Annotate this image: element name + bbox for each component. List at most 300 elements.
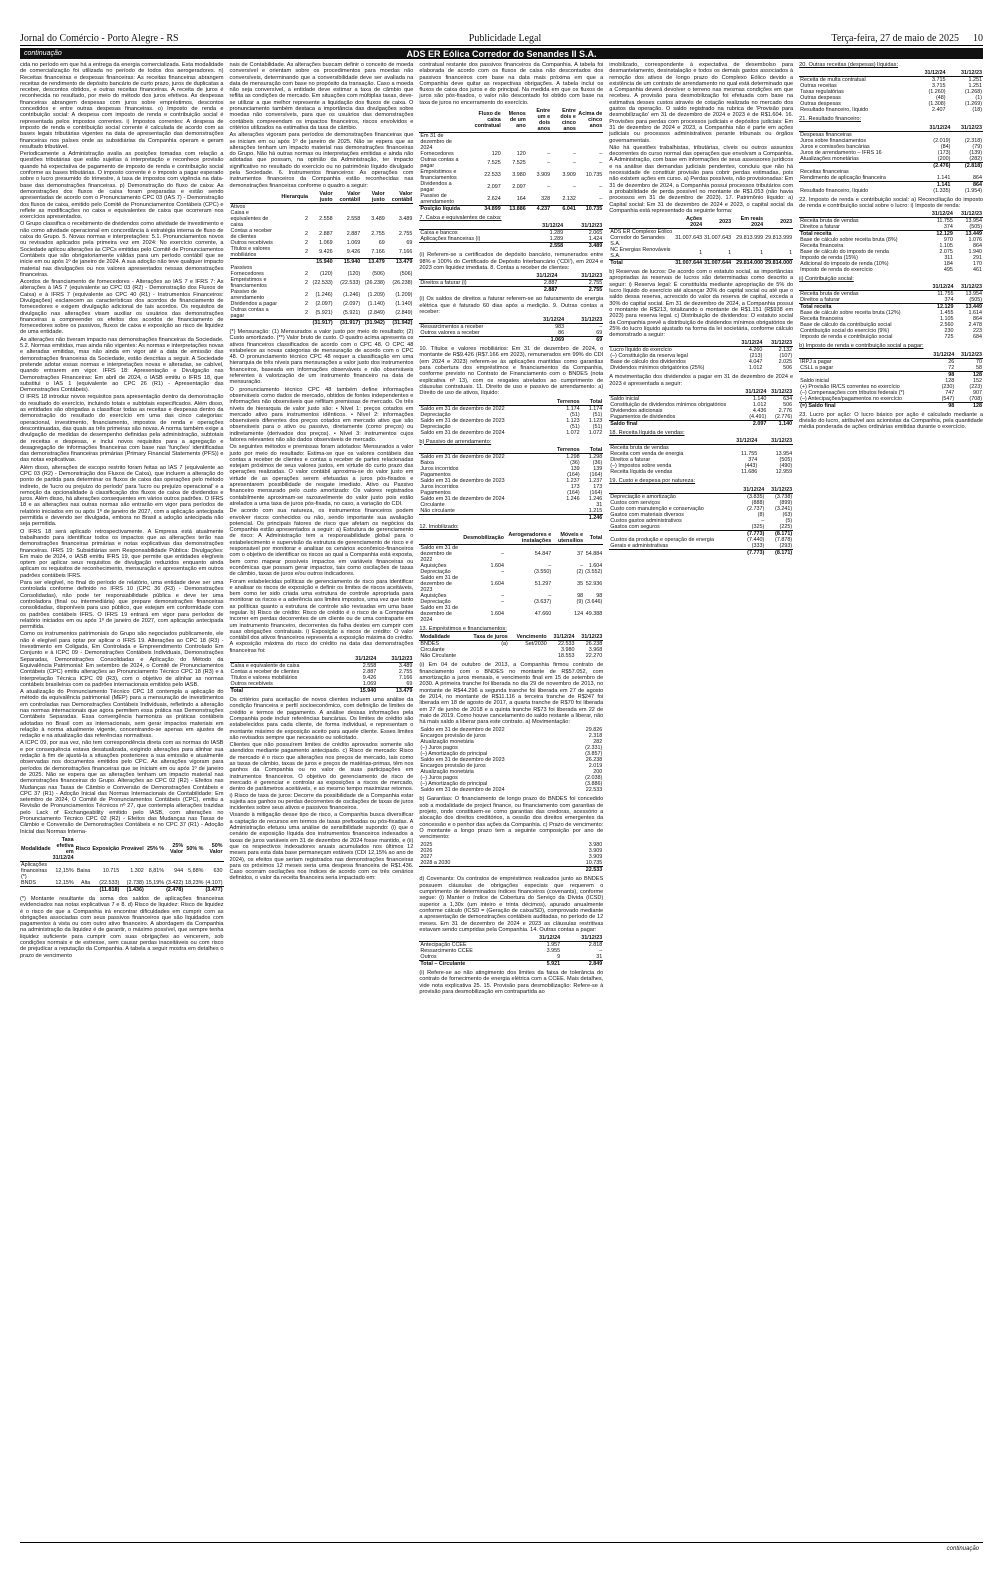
table-cell: 22.533 xyxy=(484,172,501,179)
table-cell: 120 xyxy=(491,151,501,158)
table-cell: 2 xyxy=(305,291,309,298)
table-cell: (31.942) xyxy=(361,319,386,326)
table-cell: 29.813.999 xyxy=(765,235,793,242)
table-cell: (8.171) xyxy=(765,530,793,537)
table-cell: (–) Amortização do principal xyxy=(420,781,488,788)
table-cell: 12,15% xyxy=(55,867,74,874)
table-cell: 4.260 xyxy=(748,347,763,354)
table-cell: 983 xyxy=(555,324,565,331)
table-cell: Gerais e administrativas xyxy=(610,542,669,549)
table-row xyxy=(799,188,983,194)
table-cell: 1.069 xyxy=(346,239,361,246)
table-cell: 9.426 xyxy=(319,248,333,255)
column-header xyxy=(230,191,281,204)
table-cell: Outras contas a pagar xyxy=(420,157,459,170)
table-cell: Aplicações financeiras (*) xyxy=(21,861,48,880)
table-row xyxy=(419,653,603,659)
table-cell: 3.909 xyxy=(588,848,603,855)
table-cell: (a) xyxy=(501,641,508,648)
loans-table xyxy=(419,634,603,659)
table-cell: (225) xyxy=(779,523,793,530)
table-cell: 1.302 xyxy=(130,867,144,874)
other-receivables-table xyxy=(419,317,603,343)
table-cell: 7.166 xyxy=(371,248,385,255)
table-cell: – xyxy=(599,324,603,331)
table-cell: – xyxy=(572,160,576,167)
table-cell: – xyxy=(547,184,551,191)
credit-exposure-table xyxy=(230,656,414,694)
paragraph: Clientes que não possuírem limites de crédito aprovados somente são atendidos mediante pagamento antecipado. c) Risco de mercado: Risco de mercado é o risco que alterações nos preços de mercado, tais como as taxas de câmbio, taxas de juros e preços de matérias-primas, têm nos ganhos da Companhia ou no valor de suas participações em instrumentos financeiros. O objetivo do gerenciamento de risco de mercado é gerenciar e controlar as exposições a riscos de mercado, dentro de parâmetros aceitáveis, e ao mesmo tempo maximizar retornos. i) Risco de taxa de juros: Decorre da possibilidade de a Companhia estar sujeita aos ganhos ou perdas decorrentes de oscilações de taxas de juros incidentes sobre seus ativos e passivos financeiros. xyxy=(229,742,414,812)
newspaper-name: Jornal do Comércio - Porto Alegre - RS xyxy=(20,33,179,44)
table-cell: 374 xyxy=(748,457,758,464)
table-row xyxy=(419,157,603,169)
table-cell: 2 xyxy=(305,248,309,255)
table-cell: 29.814.000 xyxy=(765,260,793,267)
table-cell: Total receita xyxy=(799,231,925,238)
table-cell: 184 xyxy=(943,261,953,268)
section-heading: ii) Contribuição social: xyxy=(799,276,854,283)
table-cell: (22.533) xyxy=(340,279,361,286)
table-cell: – xyxy=(599,151,603,158)
table-cell: (+) Provisão IR/CS correntes no exercício xyxy=(800,383,900,390)
column-header: 31/12/24 xyxy=(723,438,758,445)
table-cell: 2028 a 2030 xyxy=(420,860,451,867)
table-cell: 2.887 xyxy=(513,287,558,294)
table-cell: (107) xyxy=(779,353,793,360)
table-cell: 3.980 xyxy=(560,647,575,654)
table-cell: Não Circulante xyxy=(420,653,457,660)
table-cell: Depreciação xyxy=(420,599,451,606)
table-cell: 54.847 xyxy=(534,551,552,558)
table-cell: 907 xyxy=(973,389,982,396)
table-cell: 69 xyxy=(406,681,413,688)
table-cell: 22.270 xyxy=(585,653,603,660)
capital-table xyxy=(609,216,793,266)
table-cell: 634 xyxy=(783,395,793,402)
column-4 xyxy=(609,62,793,1538)
table-cell: 29.813.999 xyxy=(736,235,764,242)
table-cell: Direitos a faturar xyxy=(800,224,840,231)
table-cell: 495 xyxy=(943,267,953,274)
paragraph: cida no período em que há a entrega da energia comercializada. Esta modalidade de comercialização foi utilizada no período de todos dos aerogeradores. n) Receitas financeiras e despesas financeiras: As receitas financeiras abrangem receitas de rendimento de depósito bancário de curto prazo, juros de duplicatas a receber, descontos obtidos, e outras receitas financeiras. A receita de juros é reconhecida no resultado, por meio do método dos juros efetivos. As despesas financeiras abrangem despesas com juros sobre empréstimos, descontos concedidos e entre outras despesas financeiras. o) Imposto de renda e contribuição social: A despesa com imposto de renda e contribuição social é representada pelos impostos correntes. i) Impostos correntes: A despesa de imposto de renda e contribuição social corrente é calculada de acordo com as bases legais tributárias vigentes na data de apresentação das demonstrações financeiras nos países onde as subsidiárias da Companhia operam e geram resultado tributável. xyxy=(20,62,224,150)
table-row xyxy=(419,206,603,213)
table-cell: 29.814.000 xyxy=(732,260,764,267)
table-cell: Baixa xyxy=(76,867,91,874)
paragraph: Os critérios para aceitação de novos clientes incluem uma análise da condição financeira e perfil socioeconômico, com definição de limites de crédito e termos de pagamento. A análise dessas informações pela Companhia pode incluir referências bancárias. Os limites de crédito são estabelecidos para cada cliente, de forma individual, e representam o montante máximo de exposição aceito para aquele cliente. Esses limites são revisados sempre que necessário ou solicitado. xyxy=(229,697,414,741)
table-cell: 12,15% xyxy=(55,879,74,886)
table-cell: (–) Juros pagos xyxy=(420,745,458,752)
table-cell: Outros xyxy=(420,954,437,961)
column-header: Risco xyxy=(75,837,92,862)
table-cell: (5.921) xyxy=(343,309,361,316)
table-cell: Contas a receber de clientes xyxy=(230,669,300,676)
masthead xyxy=(20,32,983,46)
table-cell: 98 xyxy=(927,402,955,409)
table-cell: 2 xyxy=(305,230,309,237)
table-cell: Saldo em 31 de dezembro de 2023 xyxy=(420,477,505,484)
paragraph: imobilizado, correspondente à expectativa de desembolso para desmantelamento, desinstalação e todos os demais gastos associados à remoção dos ativos de longo prazo do Complexo Eólico devido a existência de um contrato de arrendamento no qual está determinado que a Companhia deverá devolver o terreno nas mesmas condições em que recebeu. A provisão para desmobilização foi efetuada com base na estimativa desses custos através de cotação realizada no mercado dos gastos da operação. O saldo registrado na rubrica de 'Provisão para desmobilização' em 31 de dezembro de 2024 e 2023 é de R$1.604. 16. Provisões para perdas com processos judiciais e depósitos judiciais: Em 31 de dezembro de 2024 e 2023, a Companhia não é parte em ações judiciais ou processos administrativos perante tribunais ou órgãos governamentais. xyxy=(609,62,794,144)
table-cell: Antecipação CCEE xyxy=(420,942,467,949)
table-cell: (1.209) xyxy=(395,291,413,298)
table-cell: Empréstimos e financiamentos xyxy=(230,276,267,289)
table-cell: Imposto de renda do exercício xyxy=(800,267,873,274)
table-cell: Receita bruta de vendas xyxy=(800,218,859,225)
table-cell: Base de cálculo da contribuição social xyxy=(800,322,892,329)
table-cell: Total receita xyxy=(799,304,926,311)
paragraph: O pronunciamento técnico CPC 48 também define informações observáveis como dados de mercado, obtidos de fontes independentes e informações não observáveis que reflitam premissas de mercado. Os três níveis de hierarquia de valor justo são: • Nível 1: preços cotados em mercado ativo para instrumentos idênticos. • Nível 2: informações observáveis diferentes dos preços cotados em mercado ativo que são observáveis para o ativo ou passivo, diretamente (como preços) ou indiretamente (derivados dos preços). • Nível 3: instrumentos cujos fatores relevantes não são dados observáveis de mercado. xyxy=(229,386,414,443)
table-row xyxy=(419,787,603,793)
column-header: Desmobilização xyxy=(462,532,505,545)
table-cell: 164 xyxy=(516,196,526,203)
table-cell: – xyxy=(547,151,551,158)
column-header: 31/12/24 xyxy=(927,352,955,359)
table-cell: 15.940 xyxy=(309,258,334,265)
table-cell: (18) xyxy=(972,107,982,114)
table-cell: (120) xyxy=(320,270,333,277)
table-cell: (7.773) xyxy=(737,530,765,537)
table-cell: IRPJ a pagar xyxy=(800,358,832,365)
table-cell: 2 xyxy=(305,309,309,316)
table-cell: (139) xyxy=(969,149,982,156)
table-cell: Dividendos a pagar xyxy=(420,181,452,194)
table-cell: 1.174 xyxy=(566,405,580,412)
table-cell: 1.246 xyxy=(566,495,580,502)
paragraph: Os seguintes métodos e premissas foram adotados: Mensurados a valor justo por meio do resultado: Estima-se que os valores contábeis das contas a receber de clientes e contas a receber de partes relacionadas estejam próximos de seus valores justos, em virtude do curto prazo das operações realizadas. O valor contábil aproxima-se do valor justo em virtude de as operações serem efetuadas a juros pós-fixados e apresentarem possibilidade de resgate imediato. Ativo ou Passivo financeiro mensurado pelo custo amortizado: Os valores registrados contabilmente aproximam-se razoavelmente do valor justo pois estão atrelados a uma taxa de juros pós-fixada, no caso, a variação do CDI. xyxy=(229,444,414,507)
company-title: ADS ER Eólica Corredor do Senandes II S.A. xyxy=(406,48,597,59)
ppe-table xyxy=(419,532,603,623)
table-cell: Rendimento de aplicação financeira xyxy=(800,174,886,181)
column-header: 31/12/23 xyxy=(561,935,603,942)
table-row xyxy=(230,688,414,695)
table-cell: Juros e comissões bancárias xyxy=(800,143,870,150)
table-cell: Outras despesas xyxy=(800,101,841,108)
table-cell: Adicional do imposto de renda (10%) xyxy=(800,261,889,268)
table-cell: Gastos com seguros xyxy=(610,523,660,530)
column-header xyxy=(419,532,462,545)
table-cell: 2.624 xyxy=(487,196,501,203)
table-cell: – xyxy=(500,593,504,600)
table-cell: (–) Amortização do principal xyxy=(420,751,488,758)
table-cell: 3.909 xyxy=(562,172,576,179)
paragraph: (i) Referem-se a certificados de depósito bancário, remunerados entre 98% e 100% do Certificado de Depósito Interbancário ('CDI'), em 2024 e 2023 com liquidez imediata. 8. Contas a receber de clientes: xyxy=(419,252,604,271)
table-cell: (506) xyxy=(372,270,385,277)
continuation-label: continuação xyxy=(24,50,62,57)
column-header: 31/12/24 xyxy=(548,634,576,641)
loan-movement-table xyxy=(419,727,603,793)
table-cell: Outras contas a pagar xyxy=(230,306,269,319)
dividend-movement-table xyxy=(609,389,793,427)
column-header: 31/12/24 xyxy=(519,935,561,942)
table-cell: (–) Impostos sobre venda xyxy=(610,463,672,470)
table-cell: 2 xyxy=(305,239,309,246)
column-header: Modalidade xyxy=(419,634,464,641)
table-cell: (490) xyxy=(779,463,793,470)
table-cell: 374 xyxy=(943,224,953,231)
table-cell: Receita líquida de vendas xyxy=(610,469,673,476)
table-cell: 11.686 xyxy=(741,469,758,476)
column-5 xyxy=(799,62,983,1538)
paragraph: b) Garantias: O financiamento de longo prazo do BNDES foi concedido sob a modalidade de project finance, ou financiamento com garantias de projeto, onde constituem-se como garantias das credoras, acessório a alocação dos direitos creditórios, a cessão dos direitos emergentes da concessão e o penhor das ações da Companhia. c) Prazo de vencimento: O montante a longo prazo tem a seguinte composição por ano de vencimento: xyxy=(419,796,604,841)
table-cell: 944 xyxy=(174,867,184,874)
table-cell: (–) Antecipações/pagamentos no exercício xyxy=(800,395,903,402)
table-cell: 864 xyxy=(951,181,983,188)
table-cell: Passivo de arrendamento xyxy=(420,193,454,206)
table-cell: Saldo em 31 de dezembro de 2022 xyxy=(420,727,505,734)
table-cell: (63) xyxy=(782,511,793,518)
table-cell: Em 31 de dezembro de 2024 xyxy=(420,133,452,152)
table-cell: 5.921 xyxy=(519,961,561,968)
table-cell: BNDS xyxy=(21,879,36,886)
table-cell: 31.007.643 xyxy=(704,235,732,242)
table-cell: 1.289 xyxy=(549,230,564,237)
table-cell: 52.936 xyxy=(585,581,603,588)
table-cell: 2.097 xyxy=(512,184,526,191)
table-cell: 1 xyxy=(728,250,732,257)
column-header: 31/12/23 xyxy=(767,389,793,396)
financial-result-table xyxy=(799,125,983,194)
column-header: Taxa de juros xyxy=(465,634,509,641)
table-cell: Taxas regulatórias xyxy=(800,89,844,96)
table-cell: (3.241) xyxy=(775,505,793,512)
table-cell: (4.491) xyxy=(749,413,767,420)
table-cell: Receita bruta de vendas xyxy=(610,445,669,452)
table-cell: 506 xyxy=(783,401,793,408)
table-cell: Pagamentos xyxy=(420,471,451,478)
column-header: 31/12/24 xyxy=(513,273,558,280)
column-header: Fluxo de caixa contratual xyxy=(466,108,502,133)
table-cell: 128 xyxy=(955,402,983,409)
table-cell: 2.065 xyxy=(588,230,603,237)
column-header: Provável xyxy=(120,837,144,862)
table-cell: 11.755 xyxy=(741,451,758,458)
table-cell: Saldo em 31 de dezembro de 2022 xyxy=(420,545,459,564)
table-cell: Pagamentos xyxy=(420,489,451,496)
table-cell: Outras receitas xyxy=(800,83,837,90)
table-cell: – xyxy=(599,160,603,167)
table-cell: (223) xyxy=(969,383,982,390)
table-cell: 4.237 xyxy=(527,206,551,213)
table-cell: (3.886) xyxy=(585,781,603,788)
table-cell xyxy=(609,549,737,556)
table-cell: 2 xyxy=(305,215,309,222)
table-cell: 31 xyxy=(596,954,603,961)
table-cell: 1.069 xyxy=(527,337,565,344)
paragraph: b) Reservas de lucros: De acordo com o estatuto social, as importâncias apropriadas às reservas de lucros são determinadas como descrito a seguir: i) Reserva legal: É constituída mediante apropriação de 5% do lucro líquido do exercício até alcançar 20% do capital social ou até que o saldo dessa reserva, acrescido do valor da reserva de capital, exceda a 30% do capital social. Em 31 de dezembro de 2024, a Companhia possui o montante de R$213, totalizando o montante de R$1.151 (R$938 em 2023) para reserva legal. c) Distribuição de dividendos: O estatuto social da Companhia prevê a distribuição de dividendos mínimos obrigatórios de 25% do lucro líquido ajustado na forma da lei societária, conforme cálculo demonstrado a seguir: xyxy=(609,269,794,339)
table-cell: (36) xyxy=(570,459,580,466)
table-cell xyxy=(419,514,544,521)
table-cell: 3.909 xyxy=(536,172,551,179)
paragraph: A ICPC 09, por sua vez, não tem correspondência direta com as normas do IASB e por consequência estava desatualizada, exigindo alterações para alinhar sua redação à fim de ajustá-la a situações posteriores a sua emissão e atualmente observadas nos documentos emitidos pelo CPC. As alterações vigoram para períodos de demonstrações financeiras que se iniciam em ou após 1º de janeiro de 2025. Não se espera que as alterações tenham um impacto material nas demonstrações financeiras do Grupo. Alterações ao CPC 02 (R2) - Efeitos nas Mudanças nas Taxas de Câmbio e Conversão de Demonstrações Contábeis e CPC 37 (R1) - Adoção Inicial das Normas Internacionais de Contabilidade: Em setembro de 2024, O Comitê de Pronunciamentos Contábeis (CPC), emitiu a Revisão de Pronunciamentos Técnicos nº 27, que contempla alterações trazidas pelo Lack of Exchangeability emitido pelo IASB, com alterações no Pronunciamento Técnico CPC 02 (R2) - Efeitos das Mudanças nas Taxas de Câmbio e Conversão de Demonstrações Contábeis e no CPC 37 (R1) - Adoção Inicial das Normas Interna- xyxy=(20,740,224,835)
table-cell: 72 xyxy=(948,364,955,371)
column-header: 25% Valor xyxy=(165,837,184,862)
table-cell: Dividendos adicionais xyxy=(610,407,663,414)
table-cell: Contas a receber de clientes xyxy=(230,227,272,240)
paragraph: Como os instrumentos patrimoniais do Grupo são negociados publicamente, ele não é elegível para optar por aplicar o IFRS 19. Alterações ao CPC 18 (R3) - Investimento em Coligada, Em Controlada e Empreendimento Controlado Em Conjunto e à ICPC 09 - Demonstrações Contábeis Individuais, Demonstrações Separadas, Demonstrações Consolidadas e Aplicação do Método da Equivalência Patrimonial: Em setembro de 2024, o Comitê de Pronunciamentos Contábeis (CPC) emitiu alterações ao Pronunciamento Técnico CPC 18 (R3) e à Interpretação Técnica ICPC 09 (R3), com o objetivo de alinhar as normas contábeis brasileiras com os padrões internacionais emitidos pelo IASB. xyxy=(20,631,224,688)
table-cell: 152 xyxy=(973,377,982,384)
table-cell: 124 xyxy=(574,611,584,618)
table-cell: Ressarcimento CCEE xyxy=(420,948,473,955)
table-cell: 1.246 xyxy=(588,495,603,502)
column-header: Valor contábil xyxy=(334,191,362,204)
table-cell: 2.478 xyxy=(968,322,982,329)
column-header: Menos de um ano xyxy=(502,108,527,133)
table-cell: Atualização monetária xyxy=(420,769,474,776)
table-cell: Ressarcimentos a receber xyxy=(420,324,484,331)
table-cell: 35 xyxy=(577,581,584,588)
paragraph: Para ser elegível, no final do período de relatório, uma entidade deve ser uma controlada conforme definido no IFRS 10 (CPC 36 (R3) - Demonstrações Consolidadas), não pode ter responsabilidade pública e deve ter uma controladora (final ou intermediária) que prepare demonstrações financeiras consolidadas, disponíveis para uso público, que estejam em conformidade com os padrões contábeis IFRS. O IFRS 19 entrará em vigor para períodos de relatório iniciados em ou após 1º de janeiro de 2027, com aplicação antecipada permitida. xyxy=(20,580,224,631)
table-cell: 1.251 xyxy=(968,83,982,90)
table-cell: 70 xyxy=(976,358,982,365)
table-cell: (443) xyxy=(744,463,758,470)
table-cell: 26 xyxy=(948,358,955,365)
table-cell: 506 xyxy=(783,365,793,372)
table-cell: 10.735 xyxy=(585,172,603,179)
table-cell: (888) xyxy=(751,499,765,506)
table-cell: (4.107) xyxy=(205,879,223,886)
table-cell: 2027 xyxy=(420,854,433,861)
table-cell: (3.552) xyxy=(585,569,603,576)
table-cell: Total – Circulante xyxy=(419,961,519,968)
table-cell: 54.884 xyxy=(585,551,603,558)
table-cell: 2.887 xyxy=(362,669,377,676)
table-cell: 1.604 xyxy=(490,563,504,570)
table-cell: 31 xyxy=(596,501,603,508)
table-row xyxy=(419,193,603,206)
table-cell: (708) xyxy=(969,395,982,402)
receivables-table xyxy=(419,273,603,293)
table-cell: Saldo em 31 de dezembro de 2023 xyxy=(420,575,459,594)
table-cell: (506) xyxy=(399,270,413,277)
paragraph: Visando à mitigação desse tipo de risco, a Companhia busca diversificar a captação de recursos em termos de taxas prefixadas ou pós-fixadas. A Administração efetuou uma análise de sensibilidade supondo: (i) que o cenário de exposição líquida dos instrumentos financeiros indexados a taxas de juros variáveis em 31 de dezembro de 2024 fosse mantido, e (ii) que os respectivos indexadores anuais acumulados nos últimos 12 meses para esta data base permaneçam estáveis (CDI 12,15% ao ano de 2024), os efeitos que seriam registrados nas demonstrações financeiras para os próximos 12 meses seria uma despesa financeira de R$1.436. Caso ocorram oscilações nos índices de acordo com os três cenários definidos, o valor da receita financeira seria impactado em: xyxy=(229,812,414,882)
table-cell: (31.917) xyxy=(309,319,334,326)
table-cell: (1.954) xyxy=(964,187,982,194)
column-header: Valor justo xyxy=(309,191,334,204)
table-cell: 13.954 xyxy=(965,291,982,298)
table-cell: (1.140) xyxy=(395,300,413,307)
table-cell: 2.132 xyxy=(562,196,576,203)
table-cell: NC Energias Renováveis S.A. xyxy=(610,247,671,260)
table-cell: 1.069 xyxy=(319,239,333,246)
table-cell: 684 xyxy=(973,334,982,341)
table-row xyxy=(609,247,793,260)
table-cell: 1 xyxy=(789,250,793,257)
table-cell xyxy=(545,514,581,521)
paragraph: De acordo com sua natureza, os instrumentos financeiros podem envolver riscos conhecidos ou não, sendo importante sua avaliação potencial. Os principais fatores de risco que afetam os negócios da Companhia estão apresentados a seguir: a) Estrutura de gerenciamento de risco: A Administração tem a responsabilidade global para o estabelecimento e supervisão da estrutura de gerenciamento de risco e é responsável por monitorar e analisar os cenários econômico-financeiros com o objetivo de identificar os riscos ao qual a Companhia está exposta, bem como mapear possíveis impactos em variáveis financeiras ou econômicas que possam gerar impactos, tais como oscilações de taxas de câmbio, taxas de juros e/ou outros indicadores. xyxy=(229,508,414,578)
table-cell: 31.007.643 xyxy=(675,235,703,242)
table-cell: 374 xyxy=(944,297,954,304)
table-row xyxy=(230,289,414,301)
table-cell: 7.166 xyxy=(398,675,413,682)
table-cell: 864 xyxy=(973,243,982,250)
section-heading: b) Imposto de renda e contribuição social a pagar: xyxy=(799,343,924,350)
page-number: 10 xyxy=(973,33,983,44)
table-cell: 3.715 xyxy=(932,77,946,84)
table-cell: 311 xyxy=(944,255,953,262)
table-cell: (31.942) xyxy=(386,319,414,326)
table-cell: 120 xyxy=(516,151,526,158)
table-cell: 9.426 xyxy=(346,248,361,255)
table-cell: 98 xyxy=(596,593,603,600)
table-row xyxy=(799,107,983,113)
maturity-table xyxy=(419,842,603,873)
table-cell: 2.776 xyxy=(778,407,793,414)
table-cell xyxy=(577,133,603,152)
table-cell: 1.251 xyxy=(968,77,982,84)
table-cell: 3.980 xyxy=(588,842,603,849)
table-row xyxy=(609,469,793,475)
table-cell: 3.489 xyxy=(398,663,413,670)
table-cell: 2.887 xyxy=(543,280,558,287)
table-cell: – xyxy=(599,184,603,191)
table-cell: 3.715 xyxy=(932,83,946,90)
table-cell: (3.835) xyxy=(747,493,765,500)
table-cell: – xyxy=(547,160,551,167)
column-header: 31/12/24 xyxy=(920,125,952,132)
table-cell: 5,88% xyxy=(188,867,204,874)
table-cell: – xyxy=(548,563,552,570)
column-header: 31/12/23 xyxy=(758,438,793,445)
table-cell: Constituição de dividendos mínimos obrigatórios xyxy=(610,401,727,408)
table-cell: 9.426 xyxy=(362,675,377,682)
table-cell: (2.737) xyxy=(747,505,765,512)
table-cell: Base de cálculo do imposto de renda xyxy=(800,249,889,256)
column-header: 31/12/23 xyxy=(564,223,603,230)
table-row xyxy=(230,246,414,259)
table-cell: Caixa e bancos xyxy=(420,230,458,237)
table-cell: 3.968 xyxy=(588,647,603,654)
table-cell: 2.755 xyxy=(398,669,413,676)
table-cell: 747 xyxy=(945,389,955,396)
column-header: 31/12/24 xyxy=(737,487,765,494)
table-cell: (547) xyxy=(941,395,955,402)
article-columns xyxy=(20,62,983,1538)
table-cell: (2.038) xyxy=(585,775,603,782)
table-cell: Passivos xyxy=(230,264,253,271)
table-cell: 2.818 xyxy=(588,942,603,949)
column-3 xyxy=(419,62,603,1538)
table-cell: 1.141 xyxy=(920,181,952,188)
table-cell: 1.298 xyxy=(566,453,580,460)
table-cell xyxy=(230,319,281,326)
paragraph: 23. Lucro por ação: O lucro básico por ação é calculado mediante a divisão do lucro, atribuível aos acionistas da Companhia, pela quantidade média ponderada de ações ordinárias emitidas durante o exercício. xyxy=(799,411,983,431)
column-header: Terrenos xyxy=(545,399,581,406)
issue-date: Terça-feira, 27 de maio de 2025 xyxy=(831,33,959,44)
table-cell: 1.012 xyxy=(752,401,767,408)
table-row xyxy=(419,867,603,874)
table-cell: Pagamentos de dividendos xyxy=(610,413,676,420)
table-cell: Passivo de arrendamento xyxy=(230,288,265,301)
table-cell: 461 xyxy=(973,267,982,274)
paragraph: Foram estabelecidas políticas de gerenciamento de risco para identificar e analisar os riscos de exposição e definir os limites de riscos aceitáveis, bem como ter sido criada uma estrutura de controle apropriada para monitorar os riscos e a aderência aos limites impostos, uma vez que tanto as políticas quanto a estrutura de controle são revisadas em uma base regular. b) Risco de crédito: Risco de crédito é o risco de a Companhia incorrer em perdas decorrentes de um cliente ou de uma contraparte em um instrumento financeiro, decorrentes da falha destes em cumprir com suas obrigações contratuais. i) Exposição a riscos de crédito: O valor contábil dos ativos financeiros representa a exposição máxima do crédito. A exposição máxima do risco do crédito na data das demonstrações financeiras foi: xyxy=(229,578,414,654)
table-cell: Não circulante xyxy=(420,507,455,514)
column-header: Exposição xyxy=(91,837,120,862)
table-cell: Imposto de renda (15%) xyxy=(800,255,858,262)
column-header: 25% % xyxy=(145,837,165,862)
table-cell: Alta xyxy=(81,879,91,886)
table-cell: 864 xyxy=(973,316,982,323)
table-cell: Resultado financeiro, líquido xyxy=(800,107,869,114)
table-cell: (2.476) xyxy=(920,162,952,169)
table-cell: Aquisições xyxy=(420,563,447,570)
table-row xyxy=(799,402,983,409)
table-cell xyxy=(280,319,309,326)
table-cell: (22.533) xyxy=(99,879,120,886)
table-cell: Saldo em 31 de dezembro de 2023 xyxy=(420,417,505,424)
column-header: 31/12/23 xyxy=(765,487,793,494)
table-cell: (505) xyxy=(779,457,793,464)
table-cell: 1.215 xyxy=(588,507,603,514)
paragraph: A atualização do Pronunciamento Técnico CPC 18 contempla a aplicação do método da equivalência patrimonial (MEP) para a mensuração de investimentos em controladas nas Demonstrações Contábeis Individuais, refletindo a alteração nas normas internacionais que agora permitem essa prática nas Demonstrações Contábeis Separadas. Essa convergência harmoniza as práticas contábeis adotadas no Brasil com as internacionais, sem gerar impactos materiais em relação à norma atualmente vigente, concentrando-se apenas em ajustes de redação e na atualização das referências normativas. xyxy=(20,689,224,740)
